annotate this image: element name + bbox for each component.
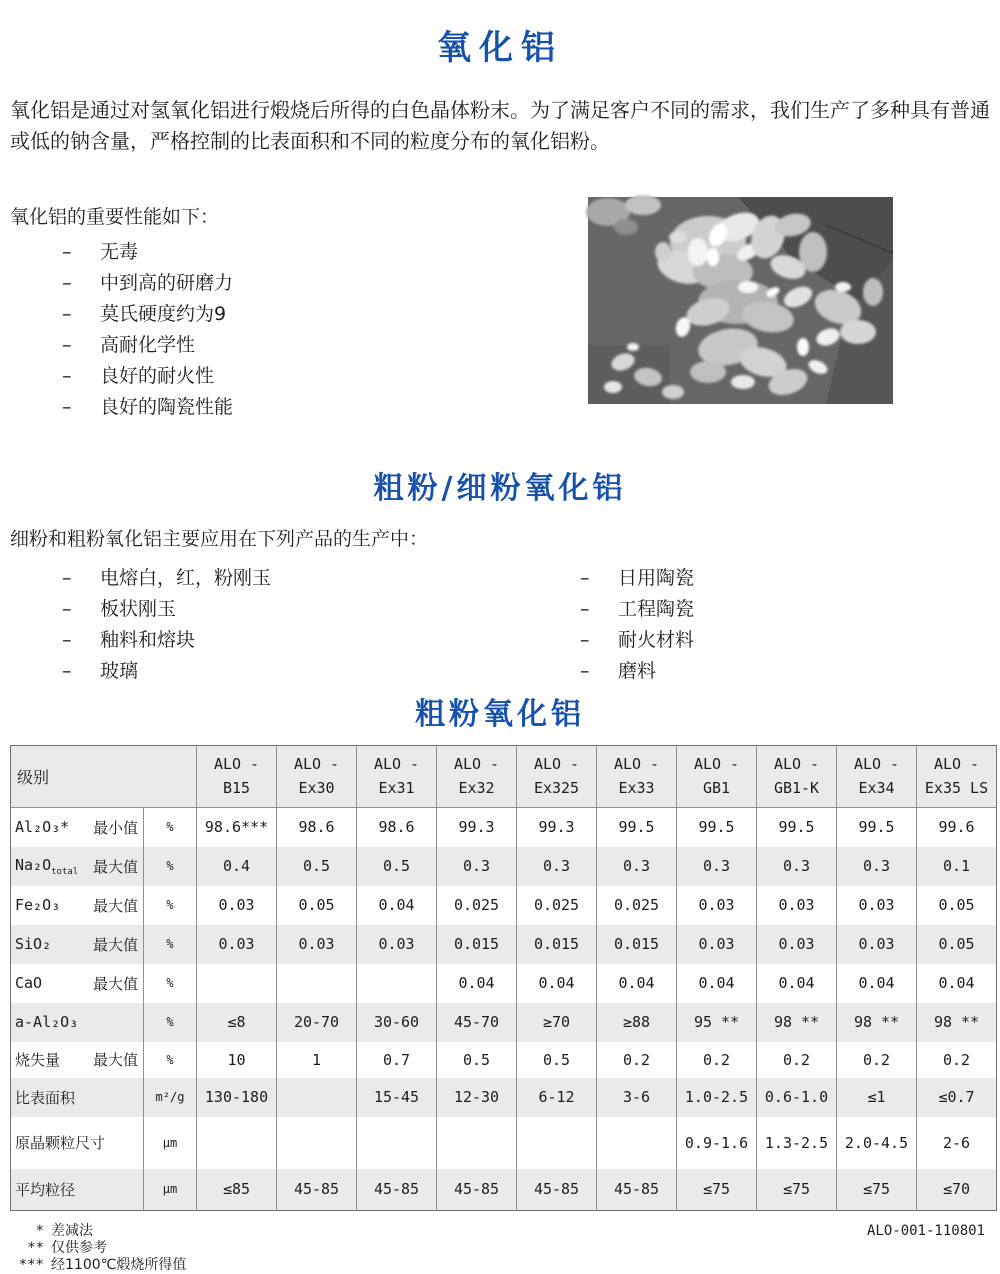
column-header <box>277 746 357 808</box>
parameter-name: SiO₂ <box>15 935 52 953</box>
property-item <box>10 268 570 299</box>
value-cell: 0.5 <box>517 1042 597 1078</box>
value-cell: 0.03 <box>197 886 277 925</box>
footnote-marker: *** <box>18 1257 44 1273</box>
dash-bullet: – <box>580 598 590 620</box>
dash-bullet: – <box>580 629 590 651</box>
value-cell: 3-6 <box>597 1078 677 1117</box>
dash-bullet: – <box>62 334 72 356</box>
column-header <box>357 746 437 808</box>
property-item <box>10 299 570 330</box>
value-cell <box>277 1117 357 1169</box>
column-header-line1: ALO - <box>453 755 500 774</box>
column-header-line1: ALO - <box>373 755 420 774</box>
alumina-grades-table <box>10 745 997 1211</box>
value-cell: 0.03 <box>197 925 277 964</box>
value-cell: 0.03 <box>837 925 917 964</box>
value-cell: ≤0.7 <box>917 1078 997 1117</box>
value-cell: 98 ** <box>837 1003 917 1042</box>
row-label-cell <box>11 964 144 1003</box>
column-header-line2: Ex34 <box>858 778 895 797</box>
table-row <box>11 964 997 1003</box>
intro-paragraph: 氧化铝是通过对氢氧化铝进行煅烧后所得的白色晶体粉末。为了满足客户不同的需求，我们生产了多种具有普通或低的钠含量，严格控制的比表面积和不同的粒度分布的氧化铝粉。 <box>10 98 990 153</box>
footnote-marker: * <box>35 1223 44 1239</box>
value-cell: 0.04 <box>597 964 677 1003</box>
application-item-label: 日用陶瓷 <box>618 567 695 589</box>
value-cell: 0.03 <box>277 925 357 964</box>
value-cell: 20-70 <box>277 1003 357 1042</box>
row-label <box>11 934 143 955</box>
value-cell: 12-30 <box>437 1078 517 1117</box>
value-cell: 2-6 <box>917 1117 997 1169</box>
dash-bullet: – <box>62 365 72 387</box>
value-cell: 0.03 <box>757 886 837 925</box>
value-cell: 0.1 <box>917 847 997 886</box>
dash-bullet: – <box>580 567 590 589</box>
unit-cell: % <box>144 886 197 925</box>
row-label <box>11 1049 143 1070</box>
grade-corner-header: 级别 <box>11 746 197 808</box>
footnotes-section <box>10 1223 990 1274</box>
application-item <box>510 656 990 687</box>
application-item <box>10 625 510 656</box>
column-header-line1: ALO - <box>613 755 660 774</box>
row-label-cell <box>11 886 144 925</box>
properties-heading: 氧化铝的重要性能如下： <box>10 206 220 228</box>
table-row <box>11 1078 997 1117</box>
row-label <box>11 1013 143 1031</box>
property-item <box>10 330 570 361</box>
unit-cell: μm <box>144 1117 197 1169</box>
dash-bullet: – <box>62 567 72 589</box>
value-cell: 98.6 <box>277 808 357 847</box>
column-header-line2: GB1 <box>702 778 731 797</box>
value-cell: ≤75 <box>837 1169 917 1211</box>
table-row <box>11 1169 997 1211</box>
value-cell: 0.05 <box>917 886 997 925</box>
application-item-label: 磨料 <box>618 660 657 682</box>
value-cell: 0.015 <box>517 925 597 964</box>
footnote <box>10 1240 990 1257</box>
value-cell: 15-45 <box>357 1078 437 1117</box>
value-cell: 99.5 <box>837 808 917 847</box>
application-item <box>510 594 990 625</box>
footnote <box>10 1223 990 1240</box>
value-cell <box>277 964 357 1003</box>
row-label <box>11 856 143 877</box>
footnote-marker: ** <box>27 1240 44 1256</box>
parameter-name: 平均粒径 <box>15 1180 76 1199</box>
unit-cell: % <box>144 925 197 964</box>
column-header-line2: GB1-K <box>773 778 820 797</box>
dash-bullet: – <box>62 303 72 325</box>
value-cell: 0.3 <box>517 847 597 886</box>
value-cell <box>277 1078 357 1117</box>
application-item-label: 耐火材料 <box>618 629 695 651</box>
limit-qualifier: 最小值 <box>92 818 138 837</box>
section-title-coarse: 粗粉氧化铝 <box>415 697 585 732</box>
limit-qualifier: 最大值 <box>92 974 138 993</box>
unit-cell: % <box>144 808 197 847</box>
value-cell: ≤75 <box>757 1169 837 1211</box>
value-cell <box>437 1117 517 1169</box>
unit-cell: m²/g <box>144 1078 197 1117</box>
column-header-line2: Ex31 <box>378 778 415 797</box>
section-title-fine-coarse: 粗粉/细粉氧化铝 <box>373 471 627 506</box>
property-item <box>10 361 570 392</box>
value-cell: 0.025 <box>517 886 597 925</box>
column-header <box>837 746 917 808</box>
page-title: 氧化铝 <box>437 28 563 68</box>
value-cell: 98.6 <box>357 808 437 847</box>
value-cell: 0.2 <box>917 1042 997 1078</box>
value-cell: 45-85 <box>597 1169 677 1211</box>
value-cell: 1.3-2.5 <box>757 1117 837 1169</box>
column-header <box>757 746 837 808</box>
value-cell: 0.03 <box>837 886 917 925</box>
footnote <box>10 1257 990 1274</box>
parameter-name: Fe₂O₃ <box>15 896 61 914</box>
parameter-name: a-Al₂O₃ <box>15 1013 79 1031</box>
parameter-name: 烧失量 <box>15 1051 61 1069</box>
value-cell: 0.3 <box>597 847 677 886</box>
value-cell: 30-60 <box>357 1003 437 1042</box>
application-item <box>10 563 510 594</box>
row-label <box>11 1087 143 1108</box>
value-cell: 2.0-4.5 <box>837 1117 917 1169</box>
parameter-name-subscript: total <box>51 866 79 877</box>
unit-cell: μm <box>144 1169 197 1211</box>
column-header-line2: Ex30 <box>298 778 335 797</box>
table-row <box>11 886 997 925</box>
footnotes-list <box>10 1223 990 1274</box>
application-item-label: 工程陶瓷 <box>618 598 695 620</box>
column-header-line2: B15 <box>222 778 251 797</box>
value-cell: 0.04 <box>357 886 437 925</box>
property-item-label: 无毒 <box>100 241 139 263</box>
value-cell: 99.5 <box>757 808 837 847</box>
column-header <box>597 746 677 808</box>
value-cell: 0.6-1.0 <box>757 1078 837 1117</box>
value-cell: 99.5 <box>597 808 677 847</box>
column-header-line1: ALO - <box>533 755 580 774</box>
value-cell: 99.3 <box>437 808 517 847</box>
unit-cell: % <box>144 1003 197 1042</box>
value-cell: ≥70 <box>517 1003 597 1042</box>
value-cell: ≤8 <box>197 1003 277 1042</box>
property-item <box>10 392 570 423</box>
value-cell: ≤70 <box>917 1169 997 1211</box>
table-row <box>11 1117 997 1169</box>
value-cell: 0.7 <box>357 1042 437 1078</box>
value-cell: 99.5 <box>677 808 757 847</box>
value-cell: 0.05 <box>917 925 997 964</box>
table-row <box>11 1003 997 1042</box>
application-item-label: 玻璃 <box>100 660 139 682</box>
value-cell: 45-85 <box>357 1169 437 1211</box>
value-cell <box>197 964 277 1003</box>
properties-list <box>10 237 570 423</box>
value-cell: ≤85 <box>197 1169 277 1211</box>
value-cell: 0.03 <box>677 886 757 925</box>
value-cell: 98 ** <box>917 1003 997 1042</box>
column-header-line1: ALO - <box>773 755 820 774</box>
value-cell: 6-12 <box>517 1078 597 1117</box>
application-item <box>10 656 510 687</box>
value-cell: 0.3 <box>677 847 757 886</box>
dash-bullet: – <box>62 629 72 651</box>
parameter-name: 原晶颗粒尺寸 <box>15 1134 106 1152</box>
value-cell <box>597 1117 677 1169</box>
property-item <box>10 237 570 268</box>
column-header <box>197 746 277 808</box>
row-label <box>11 817 143 838</box>
value-cell: 0.2 <box>677 1042 757 1078</box>
parameter-name: 比表面积 <box>15 1088 76 1107</box>
application-item <box>510 625 990 656</box>
value-cell: 0.015 <box>597 925 677 964</box>
value-cell <box>357 964 437 1003</box>
row-label-cell <box>11 808 144 847</box>
row-label <box>11 1132 143 1153</box>
table-header <box>11 746 997 808</box>
unit-cell: % <box>144 847 197 886</box>
value-cell: 45-85 <box>277 1169 357 1211</box>
column-header <box>677 746 757 808</box>
value-cell: 1 <box>277 1042 357 1078</box>
value-cell: 130-180 <box>197 1078 277 1117</box>
application-item-label: 电熔白，红，粉刚玉 <box>100 567 272 589</box>
value-cell: 0.03 <box>757 925 837 964</box>
value-cell: 45-85 <box>517 1169 597 1211</box>
column-header-line2: Ex32 <box>458 778 495 797</box>
value-cell: 0.9-1.6 <box>677 1117 757 1169</box>
table-row <box>11 808 997 847</box>
value-cell: 99.3 <box>517 808 597 847</box>
parameter-name: CaO <box>15 974 43 992</box>
value-cell: 0.4 <box>197 847 277 886</box>
sem-micrograph-image <box>588 197 893 404</box>
property-item-label: 良好的陶瓷性能 <box>100 396 234 418</box>
row-label-cell <box>11 1078 144 1117</box>
row-label <box>11 973 143 994</box>
footnote-text: 仅供参考 <box>51 1240 107 1256</box>
value-cell: 45-85 <box>437 1169 517 1211</box>
value-cell: 0.025 <box>437 886 517 925</box>
row-label-cell <box>11 1042 144 1078</box>
value-cell: 0.03 <box>357 925 437 964</box>
dash-bullet: – <box>62 396 72 418</box>
value-cell <box>357 1117 437 1169</box>
value-cell: 0.04 <box>917 964 997 1003</box>
value-cell: 0.025 <box>597 886 677 925</box>
value-cell: 0.04 <box>757 964 837 1003</box>
limit-qualifier: 最大值 <box>92 896 138 915</box>
table-header-row <box>11 746 997 808</box>
value-cell: 99.6 <box>917 808 997 847</box>
applications-section <box>10 557 990 687</box>
column-header-line2: Ex325 <box>533 778 580 797</box>
value-cell: 0.03 <box>677 925 757 964</box>
table-row <box>11 1042 997 1078</box>
limit-qualifier: 最大值 <box>92 935 138 954</box>
value-cell <box>517 1117 597 1169</box>
footnote-text: 经1100℃煅烧所得值 <box>51 1257 187 1273</box>
limit-qualifier: 最大值 <box>92 1051 138 1069</box>
table-row <box>11 925 997 964</box>
column-header <box>517 746 597 808</box>
row-label <box>11 1179 143 1200</box>
column-header-line2: Ex33 <box>618 778 655 797</box>
unit-cell: % <box>144 1042 197 1078</box>
value-cell: ≤1 <box>837 1078 917 1117</box>
column-header <box>437 746 517 808</box>
doc-code: ALO-001-110801 <box>866 1223 985 1239</box>
value-cell: 95 ** <box>677 1003 757 1042</box>
value-cell: 0.3 <box>757 847 837 886</box>
property-item-label: 中到高的研磨力 <box>100 272 234 294</box>
parameter-name: $Na_2O_{total}$ <box>15 855 79 877</box>
value-cell: ≤75 <box>677 1169 757 1211</box>
value-cell <box>197 1117 277 1169</box>
value-cell: 98.6*** <box>197 808 277 847</box>
value-cell: 0.3 <box>437 847 517 886</box>
value-cell: 0.04 <box>837 964 917 1003</box>
value-cell: 0.2 <box>597 1042 677 1078</box>
applications-list-left <box>10 563 510 687</box>
dash-bullet: – <box>62 598 72 620</box>
value-cell: 0.04 <box>437 964 517 1003</box>
value-cell: 0.5 <box>277 847 357 886</box>
column-header-line2: Ex35 LS <box>924 778 989 797</box>
properties-section <box>10 203 990 423</box>
property-item-label: 高耐化学性 <box>100 334 196 356</box>
applications-list-right <box>510 563 990 687</box>
value-cell: 0.3 <box>837 847 917 886</box>
application-item-label: 板状刚玉 <box>100 598 177 620</box>
row-label-cell <box>11 847 144 886</box>
column-header-line1: ALO - <box>213 755 260 774</box>
property-item-label: 良好的耐火性 <box>100 365 215 387</box>
row-label-cell <box>11 925 144 964</box>
column-header-line1: ALO - <box>933 755 980 774</box>
dash-bullet: – <box>62 272 72 294</box>
column-header <box>917 746 997 808</box>
column-header-line1: ALO - <box>293 755 340 774</box>
value-cell: ≥88 <box>597 1003 677 1042</box>
value-cell: 0.5 <box>357 847 437 886</box>
application-item <box>510 563 990 594</box>
property-item-label: 莫氏硬度约为9 <box>100 303 227 325</box>
value-cell: 0.2 <box>757 1042 837 1078</box>
dash-bullet: – <box>62 660 72 682</box>
table-body <box>11 808 997 1211</box>
dash-bullet: – <box>62 241 72 263</box>
row-label-cell <box>11 1169 144 1211</box>
sem-micrograph-graphic <box>588 197 893 404</box>
row-label-cell <box>11 1003 144 1042</box>
column-header-line1: ALO - <box>693 755 740 774</box>
value-cell: 0.5 <box>437 1042 517 1078</box>
value-cell: 0.2 <box>837 1042 917 1078</box>
properties-column <box>10 203 570 423</box>
value-cell: 45-70 <box>437 1003 517 1042</box>
value-cell: 1.0-2.5 <box>677 1078 757 1117</box>
application-item-label: 釉料和熔块 <box>100 629 196 651</box>
value-cell: 98 ** <box>757 1003 837 1042</box>
value-cell: 0.04 <box>677 964 757 1003</box>
value-cell: 0.04 <box>517 964 597 1003</box>
dash-bullet: – <box>580 660 590 682</box>
column-header-line1: ALO - <box>853 755 900 774</box>
application-item <box>10 594 510 625</box>
row-label <box>11 895 143 916</box>
row-label-cell <box>11 1117 144 1169</box>
value-cell: 0.015 <box>437 925 517 964</box>
limit-qualifier: 最大值 <box>92 857 138 876</box>
footnote-text: 差减法 <box>51 1223 93 1239</box>
parameter-name: Al₂O₃* <box>15 818 70 837</box>
applications-heading: 细粉和粗粉氧化铝主要应用在下列产品的生产中： <box>10 528 429 550</box>
value-cell: 10 <box>197 1042 277 1078</box>
table-row <box>11 847 997 886</box>
unit-cell: % <box>144 964 197 1003</box>
value-cell: 0.05 <box>277 886 357 925</box>
